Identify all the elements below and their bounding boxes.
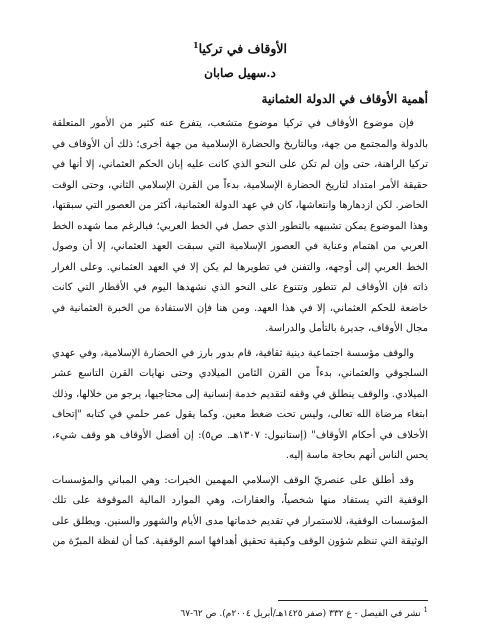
title-footnote-mark[interactable]: 1	[193, 40, 199, 50]
body-paragraph-1: فإن موضوع الأوقاف في تركيا موضوع متشعب، يتفرع عنه كثير من الأمور المتعلقة بالدولة والمجتمع من جهة، وبالتاريخ والحضارة الإسلامية من جهة أخرى؛ ذلك أن الأوقاف في تركيا الراهنة، حتى وإن لم تكن على النحو الذي كانت عليه إبان الحكم العثماني، إلا أنها في حقيقة الأمر امتداد لتاريخ الحضارة الإسلامية، بدءاً من القرن الإسلامي الثاني، وحتى الوقت الحاضر. لكن ازدهارها وانتعاشها، كان في عهد الدولة العثمانية، أكثر من العصور التي سبقتها، وهذا الموضوع يمكن تشبيهه بالتطور الذي حصل في الخط العربي؛ فبالرغم مما شهده الخط العربي من اهتمام وعناية في العصور الإسلامية التي سبقت العهد العثماني، إلا أن وصول الخط العربي إلى أوجهه، والتفنن في تطويرها لم يكن إلا في العهد العثماني. وعلى الغرار ذاته فإن الأوقاف لم تتطور وتتنوع على النحو الذي نشهدها اليوم في الأقطار التي كانت خاضعة للحكم العثماني، إلا في هذا العهد. ومن هنا فإن الاستفادة من الخبرة العثمانية في مجال الأوقاف، جديرة بالتأمل والدراسة.	[52, 118, 428, 335]
footnote-divider	[278, 600, 428, 601]
title-text: الأوقاف في تركيا	[198, 41, 287, 57]
body-paragraph-2: والوقف مؤسسة اجتماعية دينية ثقافية، قام بدور بارز في الحضارة الإسلامية، وفي عهدي السلجوقي والعثماني، بدءاً من القرن الثامن الميلادي وحتى نهايات القرن التاسع عشر الميلادي. والوقف ينطلق في وقفه لتقديم خدمة إنسانية إلى محتاجيها، يرجو من خلالها، وذلك ابتغاء مرضاة الله تعالى، وليس تحت ضغط معين. وكما يقول عمر حلمي في كتابه "إتحاف الأخلاف في أحكام الأوقاف" (إستانبول: ١٣٠٧هـ. ص٥): إن أفضل الأوقاف هو وقف شيء، يحس الناس أنهم بحاجة ماسة إليه.	[52, 347, 428, 462]
footnote-mark: 1	[423, 606, 428, 614]
footnote	[52, 606, 428, 619]
author-name: د.سهيل صابان	[204, 66, 276, 81]
document-title	[52, 40, 428, 56]
section-heading: أهمية الأوقاف في الدولة العثمانية	[261, 92, 428, 107]
body-paragraph-3: وقد أطلق على عنصريّ الوقف الإسلامي المهمين الخيرات: وهي المباني والمؤسسات الوقفية التي يستفاد منها شخصياً، والعقارات، وهي الموارد المالية الموقوفة على تلك المؤسسات الوقفية، للاستمرار في تقديم خدماتها مدى الأيام والشهور والسنين. ويطلق على الوثيقة التي تنظم شؤون الوقف وكيفية تحقيق أهدافها اسم الوقفية. كما أن لفظة المبرّة من	[52, 474, 428, 548]
footnote-text: نشر في الفيصل - ع ٣٣٢ (صفر ١٤٢٥هـ/أبريل ٢٠٠٤م). ص ٦٢-٦٧	[180, 609, 421, 619]
